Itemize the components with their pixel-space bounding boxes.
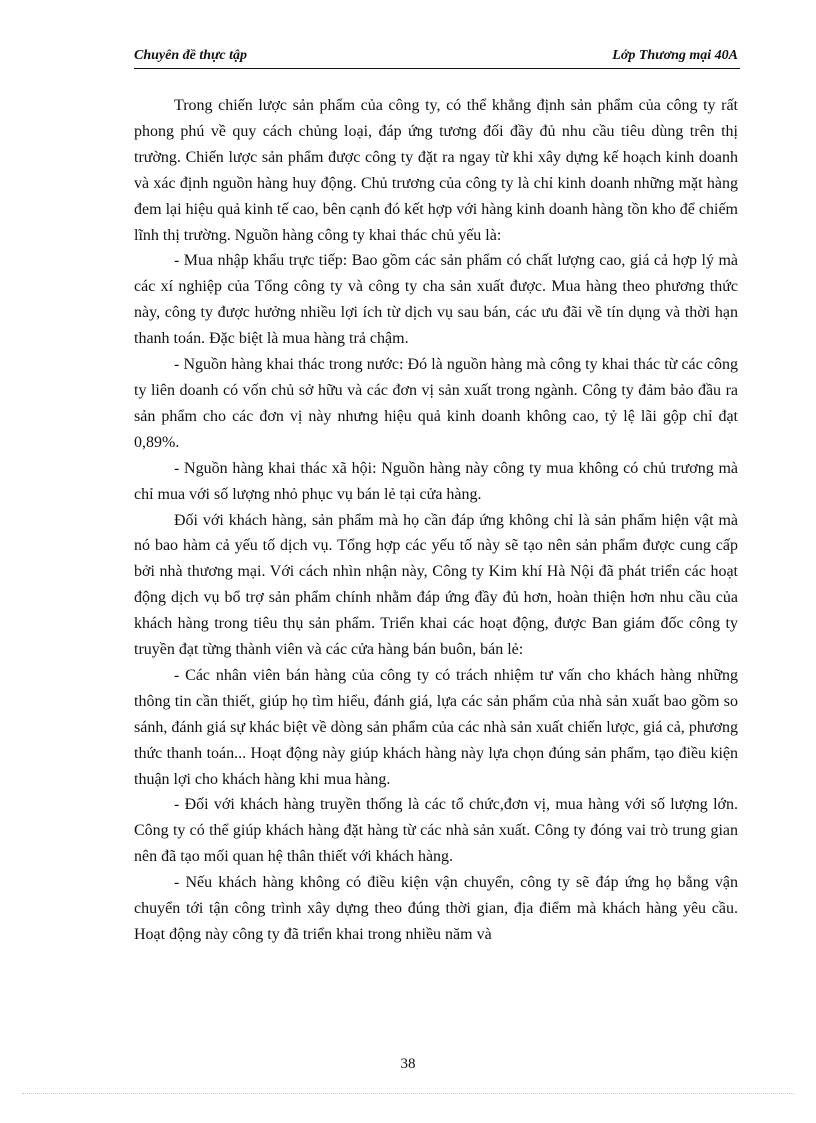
paragraph-direct-import: - Mua nhập khẩu trực tiếp: Bao gồm các sản phẩm có chất lượng cao, giá cả hợp lý mà các xí nghiệp của Tổng công ty và công ty cha sản xuất được. Mua hàng theo phương thức này, công ty được hưởng nhiều lợi ích từ dịch vụ sau bán, các ưu đãi về tín dụng và thời hạn thanh toán. Đặc biệt là mua hàng trả chậm. (134, 252, 738, 348)
bottom-dotted-rule (22, 1093, 794, 1094)
paragraph-sales-staff: - Các nhân viên bán hàng của công ty có trách nhiệm tư vấn cho khách hàng những thông tin cần thiết, giúp họ tìm hiểu, đánh giá, lựa các sản phẩm của nhà sản xuất bao gồm so sánh, đánh giá sự khác biệt về dòng sản phẩm của các nhà sản xuất chiến lược, giá cả, phương thức thanh toán... Hoạt động này giúp khách hàng này lựa chọn đúng sản phẩm, tạo điều kiện thuận lợi cho khách hàng khi mua hàng. (134, 666, 738, 788)
paragraph-product-strategy: Trong chiến lược sản phẩm của công ty, có thể khẳng định sản phẩm của công ty rất phong phú về quy cách chủng loại, đáp ứng tương đối đầy đủ nhu cầu tiêu dùng trên thị trường. Chiến lược sản phẩm được công ty đặt ra ngay từ khi xây dựng kế hoạch kinh doanh và xác định nguồn hàng huy động. Chủ trương của công ty là chỉ kinh doanh những mặt hàng đem lại hiệu quả kinh tế cao, bên cạnh đó kết hợp với hàng kinh doanh hàng tồn kho để chiếm lĩnh thị trường. Nguồn hàng công ty khai thác chủ yếu là: (134, 97, 738, 244)
header-left-title: Chuyên đề thực tập (134, 48, 248, 63)
paragraph-social-source: - Nguồn hàng khai thác xã hội: Nguồn hàng này công ty mua không có chủ trương mà chỉ mua với số lượng nhỏ phục vụ bán lẻ tại cửa hàng. (134, 459, 738, 503)
paragraph-traditional-customers: - Đối với khách hàng truyền thống là các tổ chức,đơn vị, mua hàng với số lượng lớn. Công ty có thể giúp khách hàng đặt hàng từ các nhà sản xuất. Công ty đóng vai trò trung gian nên đã tạo mối quan hệ thân thiết với khách hàng. (134, 796, 738, 866)
paragraph-domestic-source: - Nguồn hàng khai thác trong nước: Đó là nguồn hàng mà công ty khai thác từ các công ty liên doanh có vốn chủ sở hữu và các đơn vị sản xuất trong ngành. Công ty đảm bảo đầu ra sản phẩm cho các đơn vị này nhưng hiệu quả kinh doanh không cao, tỷ lệ lãi gộp chỉ đạt 0,89%. (134, 356, 738, 451)
paragraph-customers: Đối với khách hàng, sản phẩm mà họ cần đáp ứng không chỉ là sản phẩm hiện vật mà nó bao hàm cả yếu tố dịch vụ. Tổng hợp các yếu tố này sẽ tạo nên sản phẩm được cung cấp bởi nhà thương mại. Với cách nhìn nhận này, Công ty Kim khí Hà Nội đã phát triển các hoạt động dịch vụ bổ trợ sản phẩm chính nhằm đáp ứng đầy đủ hơn, hoàn thiện hơn nhu cầu của khách hàng trong tiêu thụ sản phẩm. Triển khai các hoạt động, được Ban giám đốc công ty truyền đạt từng thành viên và các cửa hàng bán buôn, bán lẻ: (134, 511, 738, 659)
page-header (134, 46, 740, 69)
body-text (134, 93, 738, 948)
header-right-class: Lớp Thương mại 40A (612, 48, 738, 63)
paragraph-transport: - Nếu khách hàng không có điều kiện vận chuyển, công ty sẽ đáp ứng họ bằng vận chuyển tới tận công trình xây dựng theo đúng thời gian, địa điểm mà khách hàng yêu cầu. Hoạt động này công ty đã triển khai trong nhiều năm và (134, 874, 738, 943)
page-number: 38 (400, 1056, 416, 1072)
